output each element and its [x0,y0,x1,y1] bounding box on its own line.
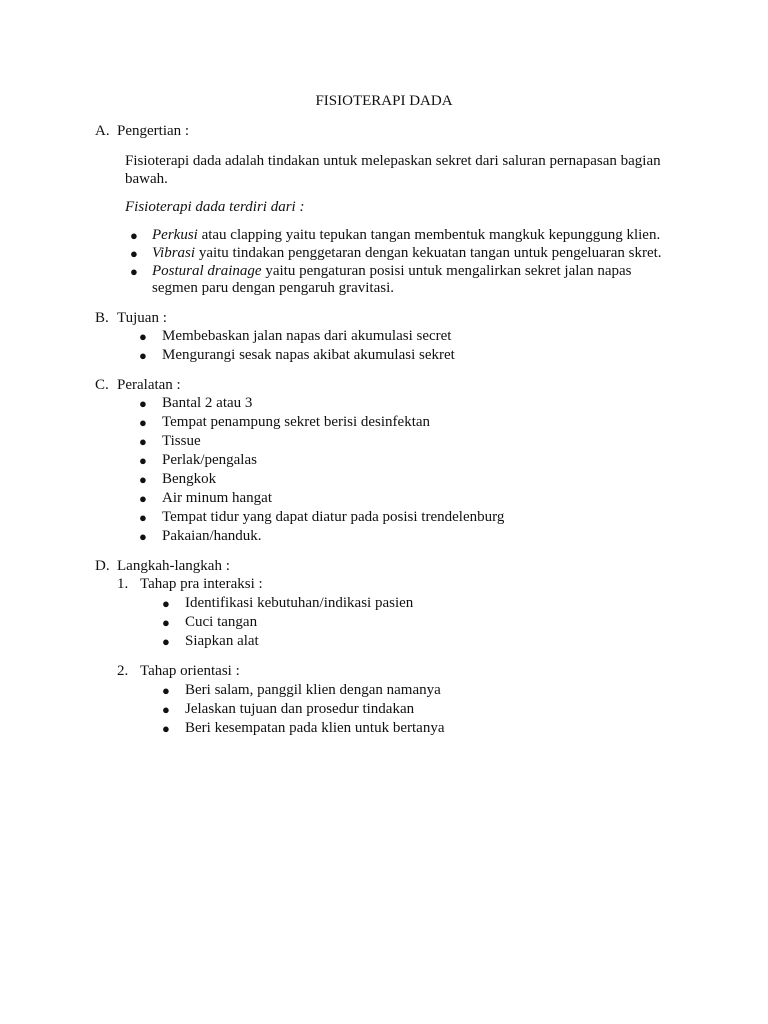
list-item: Cuci tangan [185,614,258,630]
bullet-icon: ● [139,529,147,544]
list-item: Tempat tidur yang dapat diatur pada posisi trendelenburg [162,509,505,525]
list-item: Bantal 2 atau 3 [162,395,253,411]
bullet-icon: ● [162,702,170,717]
section-c-heading: Peralatan : [117,377,181,393]
section-a-paragraph-line-1: Fisioterapi dada adalah tindakan untuk melepaskan sekret dari saluran pernapasan bagian [125,153,661,169]
bullet-icon: ● [139,348,147,363]
step-label: Tahap pra interaksi : [140,576,263,592]
step-label: Tahap orientasi : [140,663,240,679]
bullet-icon: ● [139,453,147,468]
step-number: 2. [117,663,129,679]
section-a-heading: Pengertian : [117,123,190,139]
list-item: Perkusi atau clapping yaitu tepukan tangan membentuk mangkuk kepunggung klien. [152,227,661,243]
bullet-icon: ● [130,228,138,243]
list-item: Postural drainage yaitu pengaturan posisi untuk mengalirkan sekret jalan napas [152,263,632,279]
list-item: Tempat penampung sekret berisi desinfektan [162,414,431,430]
bullet-icon: ● [162,634,170,649]
list-item: Vibrasi yaitu tindakan penggetaran dengan kekuatan tangan untuk pengeluaran skret. [152,245,662,261]
bullet-icon: ● [162,721,170,736]
bullet-icon: ● [139,415,147,430]
list-item: Tissue [162,433,201,449]
section-a-paragraph-line-2: bawah. [125,171,168,187]
section-d-heading: Langkah-langkah : [117,558,230,574]
bullet-icon: ● [139,510,147,525]
list-item-continuation: segmen paru dengan pengaruh gravitasi. [152,280,394,296]
bullet-icon: ● [130,264,138,279]
bullet-icon: ● [139,396,147,411]
list-item: Pakaian/handuk. [162,528,262,544]
bullet-icon: ● [139,329,147,344]
list-item: Air minum hangat [162,490,272,506]
list-item: Siapkan alat [185,633,259,649]
list-item: Jelaskan tujuan dan prosedur tindakan [185,701,415,717]
section-c-letter: C. [95,377,109,393]
list-item: Identifikasi kebutuhan/indikasi pasien [185,595,414,611]
section-a-letter: A. [95,123,110,139]
bullet-icon: ● [162,615,170,630]
bullet-icon: ● [139,472,147,487]
list-item: Mengurangi sesak napas akibat akumulasi sekret [162,347,455,363]
bullet-icon: ● [162,596,170,611]
step-number: 1. [117,576,129,592]
list-item: Perlak/pengalas [162,452,257,468]
section-d-letter: D. [95,558,110,574]
list-item: Bengkok [162,471,217,487]
bullet-icon: ● [130,246,138,261]
list-item: Beri kesempatan pada klien untuk bertanya [185,720,445,736]
page-title: FISIOTERAPI DADA [315,93,453,109]
bullet-icon: ● [139,491,147,506]
list-item: Membebaskan jalan napas dari akumulasi secret [162,328,452,344]
section-b-letter: B. [95,310,109,326]
bullet-icon: ● [139,434,147,449]
section-a-subheading: Fisioterapi dada terdiri dari : [125,199,305,215]
list-item: Beri salam, panggil klien dengan namanya [185,682,441,698]
bullet-icon: ● [162,683,170,698]
section-b-heading: Tujuan : [117,310,167,326]
